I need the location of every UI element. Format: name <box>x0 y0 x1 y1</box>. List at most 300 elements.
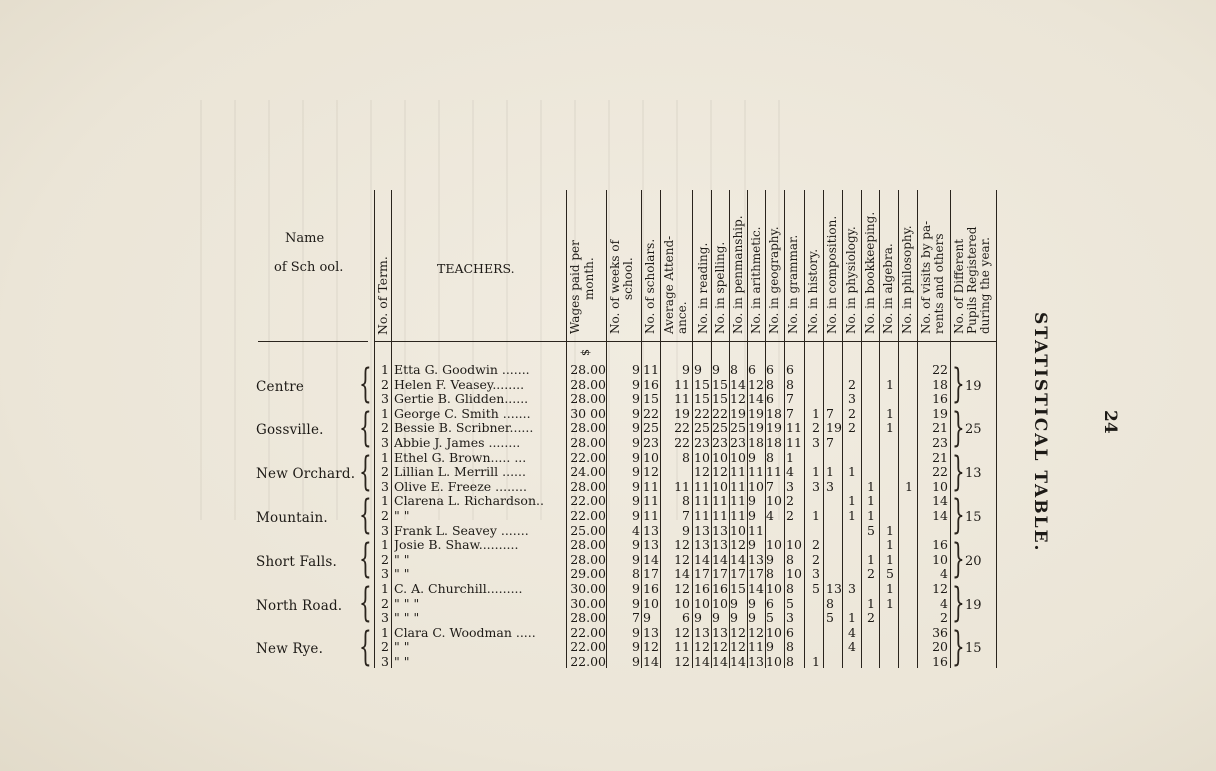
cell-comp <box>826 378 842 393</box>
cell-geo: 8 <box>766 376 774 392</box>
cell-scholars: 14 <box>643 551 659 567</box>
cell-gram: 2 <box>786 493 794 509</box>
cell-att: 10 <box>674 595 690 611</box>
cell-phil <box>905 509 917 524</box>
rule <box>391 190 392 668</box>
cell-alg: 1 <box>886 420 894 436</box>
cell-hist <box>812 378 824 393</box>
cell-pen: 11 <box>730 493 746 509</box>
cell-wages: 22.00 <box>570 508 606 523</box>
cell-pen: 10 <box>730 522 746 538</box>
cell-spelling: 16 <box>712 581 728 596</box>
cell-reading: 22 <box>694 405 710 421</box>
header-wages-2: month. <box>582 257 596 300</box>
left-brace: { <box>359 536 372 583</box>
cell-phys: 2 <box>848 405 856 421</box>
cell-reading: 13 <box>694 537 710 553</box>
cell-book <box>867 538 879 553</box>
cell-reading: 14 <box>694 551 710 567</box>
cell-wages: 30.00 <box>570 581 606 596</box>
left-brace: { <box>359 623 372 670</box>
cell-phys <box>848 538 860 553</box>
cell-hist <box>812 640 824 655</box>
school-total-registered: 19 <box>965 597 982 613</box>
rule <box>804 190 805 668</box>
cell-phil <box>905 451 917 466</box>
cell-att: 11 <box>674 391 690 407</box>
cell-term: 1 <box>381 537 389 553</box>
cell-arith: 19 <box>748 405 764 421</box>
cell-gram: 11 <box>786 435 802 450</box>
cell-weeks: 9 <box>632 449 640 465</box>
right-brace: } <box>952 361 965 407</box>
cell-alg <box>886 655 898 670</box>
header-registered-3: during the year. <box>978 237 992 334</box>
cell-phys <box>848 567 860 582</box>
cell-visits: 12 <box>932 581 948 596</box>
cell-pen: 17 <box>730 566 746 582</box>
cell-att: 11 <box>674 376 690 392</box>
cell-alg <box>886 465 898 480</box>
cell-arith: 13 <box>748 551 764 567</box>
teacher-name: Bessie B. Scribner...... <box>394 421 534 436</box>
cell-phys: 1 <box>848 610 856 626</box>
cell-arith: 17 <box>748 566 764 582</box>
cell-book <box>867 451 879 466</box>
cell-hist <box>812 597 824 612</box>
header-bookkeeping: No. in bookkeeping. <box>863 211 877 334</box>
cell-wages: 22.00 <box>570 654 606 669</box>
cell-phil <box>905 567 917 582</box>
header-term: No. of Term. <box>375 256 390 335</box>
rule <box>879 190 880 668</box>
cell-term: 3 <box>381 522 389 538</box>
header-school-line1: Name <box>285 231 325 246</box>
cell-gram: 8 <box>786 551 794 567</box>
cell-gram: 3 <box>786 478 794 494</box>
cell-spelling: 11 <box>712 493 728 509</box>
cell-book <box>867 465 879 480</box>
cell-arith: 9 <box>748 508 756 523</box>
cell-comp <box>826 509 842 524</box>
cell-gram: 8 <box>786 581 794 596</box>
cell-gram: 1 <box>786 449 794 465</box>
cell-reading: 9 <box>694 362 702 377</box>
header-school-rule <box>258 341 368 342</box>
cell-att: 11 <box>674 478 690 494</box>
cell-phil <box>905 538 917 553</box>
cell-phys <box>848 436 860 451</box>
cell-gram: 5 <box>786 595 794 611</box>
cell-geo: 6 <box>766 362 774 377</box>
cell-reading: 23 <box>694 435 710 450</box>
cell-att <box>672 465 690 480</box>
school-total-registered: 15 <box>965 510 982 525</box>
cell-term: 1 <box>381 405 389 421</box>
cell-arith: 11 <box>748 639 764 655</box>
cell-scholars: 11 <box>643 478 659 494</box>
cell-phil <box>905 597 917 612</box>
teacher-name: Clarena L. Richardson.. <box>394 494 544 509</box>
cell-weeks: 9 <box>632 420 640 436</box>
cell-book <box>867 378 879 393</box>
cell-alg <box>886 640 898 655</box>
cell-geo: 19 <box>766 420 782 436</box>
cell-hist: 5 <box>812 581 820 596</box>
cell-book: 2 <box>867 566 875 582</box>
cell-weeks: 9 <box>632 391 640 407</box>
cell-scholars: 25 <box>643 420 659 436</box>
cell-alg: 1 <box>886 537 894 553</box>
right-brace: } <box>952 536 965 583</box>
cell-phys: 3 <box>848 391 856 407</box>
cell-visits: 2 <box>940 610 948 626</box>
rule <box>842 190 843 668</box>
cell-arith: 9 <box>748 493 756 509</box>
cell-comp: 8 <box>826 595 834 611</box>
cell-scholars: 13 <box>643 537 659 553</box>
cell-spelling: 15 <box>712 391 728 407</box>
cell-gram: 11 <box>786 420 802 436</box>
cell-wages: 28.00 <box>570 362 606 377</box>
cell-att: 9 <box>682 362 690 377</box>
cell-hist: 3 <box>812 478 820 494</box>
cell-phys <box>848 553 860 568</box>
cell-pen: 11 <box>730 508 746 523</box>
cell-spelling: 15 <box>712 376 728 392</box>
cell-att: 12 <box>674 581 690 596</box>
cell-alg <box>886 436 898 451</box>
cell-visits: 14 <box>932 508 948 523</box>
cell-alg <box>886 451 898 466</box>
header-philosophy: No. in philosophy. <box>900 225 914 334</box>
cell-term: 2 <box>381 551 389 567</box>
cell-book: 5 <box>867 522 875 538</box>
cell-pen: 12 <box>730 639 746 655</box>
cell-comp <box>826 567 842 582</box>
school-total-registered: 25 <box>965 422 982 438</box>
school-name: New Rye. <box>256 641 324 658</box>
cell-wages: 28.00 <box>570 551 606 567</box>
cell-book <box>867 640 879 655</box>
header-registered-2: Pupils Registered <box>965 226 979 334</box>
header-history: No. in history. <box>806 248 820 334</box>
cell-geo: 7 <box>766 478 774 494</box>
rule <box>566 190 567 668</box>
rule <box>692 190 693 668</box>
cell-visits: 16 <box>932 537 948 553</box>
cell-geo <box>766 524 783 539</box>
cell-weeks: 9 <box>632 508 640 523</box>
cell-comp <box>826 494 842 509</box>
teacher-name: " " " <box>394 611 420 626</box>
rule <box>996 190 997 668</box>
cell-spelling: 10 <box>712 449 728 465</box>
cell-phys: 1 <box>848 508 856 523</box>
cell-comp <box>826 363 842 378</box>
cell-scholars: 16 <box>643 376 659 392</box>
cell-term: 1 <box>381 581 389 596</box>
right-brace: } <box>952 448 965 495</box>
cell-att: 12 <box>674 654 690 669</box>
cell-reading: 10 <box>694 595 710 611</box>
cell-hist: 2 <box>812 420 820 436</box>
cell-book: 1 <box>867 493 875 509</box>
cell-visits: 21 <box>932 420 948 436</box>
cell-arith: 14 <box>748 391 764 407</box>
cell-pen: 11 <box>730 464 746 480</box>
cell-wages: 22.00 <box>570 624 606 640</box>
cell-visits: 14 <box>932 493 948 509</box>
cell-scholars: 10 <box>643 449 659 465</box>
cell-pen: 11 <box>730 478 746 494</box>
cell-pen: 15 <box>730 581 746 596</box>
cell-gram: 6 <box>786 624 794 640</box>
cell-scholars: 11 <box>643 493 659 509</box>
cell-att: 12 <box>674 537 690 553</box>
header-scholars: No. of scholars. <box>643 238 657 334</box>
cell-phil <box>905 363 917 378</box>
cell-weeks: 9 <box>632 493 640 509</box>
cell-pen: 14 <box>730 654 746 669</box>
cell-term: 3 <box>381 391 389 407</box>
teacher-name: " " " <box>394 596 420 611</box>
cell-comp <box>826 655 842 670</box>
cell-gram: 10 <box>786 566 802 582</box>
teacher-name: " " <box>394 655 410 669</box>
teacher-name: " " <box>394 567 410 582</box>
cell-alg: 1 <box>886 376 894 392</box>
cell-term: 3 <box>381 478 389 494</box>
cell-gram: 4 <box>786 464 794 480</box>
cell-arith: 9 <box>748 537 756 553</box>
cell-hist <box>812 611 824 626</box>
cell-phil <box>905 465 917 480</box>
cell-att: 12 <box>674 551 690 567</box>
cell-phys: 4 <box>848 639 856 655</box>
header-registered-1: No. of Different <box>952 238 966 334</box>
rule <box>641 190 642 668</box>
cell-att: 22 <box>674 435 690 450</box>
cell-att: 9 <box>682 522 690 538</box>
cell-scholars: 17 <box>643 566 659 582</box>
cell-pen: 10 <box>730 449 746 465</box>
cell-comp: 7 <box>826 435 834 450</box>
cell-book: 1 <box>867 551 875 567</box>
left-brace: { <box>359 492 372 539</box>
cell-spelling: 10 <box>712 478 728 494</box>
cell-spelling: 22 <box>712 405 728 421</box>
cell-comp: 5 <box>826 610 834 626</box>
teacher-name: Olive E. Freeze ........ <box>394 479 527 494</box>
cell-scholars: 9 <box>643 610 651 626</box>
cell-reading: 9 <box>694 610 702 626</box>
cell-book <box>867 582 879 597</box>
page-number: 24 <box>1100 410 1120 434</box>
cell-gram: 8 <box>786 654 794 669</box>
cell-phil <box>905 582 917 597</box>
cell-alg: 1 <box>886 522 894 538</box>
cell-arith: 10 <box>748 478 764 494</box>
cell-visits: 36 <box>932 624 948 640</box>
header-algebra: No. in algebra. <box>881 243 895 334</box>
cell-arith: 6 <box>748 362 756 377</box>
right-brace: } <box>952 404 965 451</box>
cell-wages: 22.00 <box>570 493 606 509</box>
header-wages-1: Wages paid per <box>568 240 582 334</box>
cell-spelling: 11 <box>712 508 728 523</box>
right-brace: } <box>952 580 965 626</box>
cell-comp <box>826 538 842 553</box>
cell-hist <box>812 392 824 407</box>
cell-reading: 17 <box>694 566 710 582</box>
cell-pen: 8 <box>730 362 738 377</box>
cell-pen: 14 <box>730 551 746 567</box>
header-attendance-2: ance. <box>675 301 689 334</box>
cell-term: 1 <box>381 362 389 377</box>
cell-visits: 10 <box>932 478 948 494</box>
header-teachers: TEACHERS. <box>437 261 515 276</box>
cell-att: 7 <box>682 508 690 523</box>
cell-comp <box>826 626 842 641</box>
cell-book <box>867 655 879 670</box>
cell-weeks: 7 <box>632 610 640 626</box>
cell-geo: 10 <box>766 581 782 596</box>
cell-phil <box>905 626 917 641</box>
header-arithmetic: No. in arithmetic. <box>749 226 763 334</box>
cell-comp: 13 <box>826 581 842 596</box>
cell-scholars: 12 <box>643 464 659 480</box>
cell-comp <box>826 524 842 539</box>
cell-comp: 19 <box>826 420 842 436</box>
teacher-name: George C. Smith ....... <box>394 406 531 421</box>
cell-wages: 28.00 <box>570 610 606 626</box>
left-brace: { <box>359 448 372 495</box>
cell-phil <box>905 553 917 568</box>
rule <box>861 190 862 668</box>
rule <box>917 190 918 668</box>
cell-hist <box>812 363 824 378</box>
cell-weeks: 9 <box>632 435 640 450</box>
cell-term: 2 <box>381 508 389 523</box>
cell-scholars: 22 <box>643 405 659 421</box>
cell-phys <box>848 480 860 495</box>
cell-comp <box>826 451 842 466</box>
teacher-name: Etta G. Goodwin ....... <box>394 363 530 377</box>
cell-geo: 9 <box>766 639 774 655</box>
cell-phys: 1 <box>848 493 856 509</box>
cell-pen: 23 <box>730 435 746 450</box>
school-name: Mountain. <box>256 510 328 526</box>
cell-visits: 21 <box>932 449 948 465</box>
cell-gram <box>786 524 803 539</box>
cell-term: 2 <box>381 464 389 480</box>
cell-scholars: 14 <box>643 654 659 669</box>
currency-symbol: $ <box>579 349 592 356</box>
cell-wages: 30 00 <box>570 405 606 421</box>
cell-weeks: 9 <box>632 464 640 480</box>
cell-spelling: 17 <box>712 566 728 582</box>
cell-att: 12 <box>674 624 690 640</box>
cell-att: 8 <box>682 449 690 465</box>
cell-visits: 10 <box>932 551 948 567</box>
cell-alg <box>886 494 898 509</box>
cell-weeks: 9 <box>632 624 640 640</box>
cell-weeks: 9 <box>632 551 640 567</box>
school-total-registered: 15 <box>965 641 982 657</box>
right-brace: } <box>952 623 965 670</box>
cell-weeks: 9 <box>632 581 640 596</box>
rule <box>606 190 607 668</box>
cell-comp <box>826 640 842 655</box>
cell-term: 3 <box>381 654 389 669</box>
cell-phil <box>905 494 917 509</box>
cell-phil: 1 <box>905 478 913 494</box>
right-brace: } <box>952 492 965 539</box>
cell-pen: 12 <box>730 537 746 553</box>
cell-visits <box>922 524 948 539</box>
cell-book <box>867 436 879 451</box>
cell-weeks: 9 <box>632 362 640 377</box>
header-physiology: No. in physiology. <box>844 226 858 334</box>
header-reading: No. in reading. <box>696 242 710 334</box>
header-school-line2: of Sch ool. <box>274 260 344 275</box>
cell-reading: 12 <box>694 639 710 655</box>
cell-geo: 5 <box>766 610 774 626</box>
school-name: Short Falls. <box>256 553 337 570</box>
cell-gram: 8 <box>786 376 794 392</box>
cell-wages: 28.00 <box>570 435 606 450</box>
cell-phys: 1 <box>848 464 856 480</box>
cell-geo: 10 <box>766 493 782 509</box>
cell-geo: 6 <box>766 391 774 407</box>
school-name: Gossville. <box>256 422 324 439</box>
cell-scholars: 16 <box>643 581 659 596</box>
cell-comp <box>826 553 842 568</box>
cell-wages: 28.00 <box>570 420 606 436</box>
cell-weeks: 9 <box>632 639 640 655</box>
cell-pen: 9 <box>730 595 738 611</box>
cell-book <box>867 626 879 641</box>
teacher-name: Ethel G. Brown..... ... <box>394 450 527 465</box>
cell-weeks: 9 <box>632 654 640 669</box>
cell-weeks: 9 <box>632 537 640 553</box>
cell-phys: 4 <box>848 624 856 640</box>
cell-phil <box>905 611 917 626</box>
cell-visits: 16 <box>932 654 948 669</box>
cell-phil <box>905 640 917 655</box>
cell-term: 2 <box>381 595 389 611</box>
cell-weeks: 4 <box>632 522 640 538</box>
teacher-name: Clara C. Woodman ..... <box>394 625 536 640</box>
header-rule <box>374 341 996 342</box>
cell-geo: 11 <box>766 464 782 480</box>
cell-wages: 25.00 <box>570 522 606 538</box>
cell-visits: 16 <box>932 391 948 407</box>
cell-geo: 18 <box>766 405 782 421</box>
cell-term: 3 <box>381 435 389 450</box>
cell-phil <box>905 421 917 436</box>
cell-arith: 12 <box>748 376 764 392</box>
cell-geo: 18 <box>766 435 782 450</box>
cell-spelling: 13 <box>712 624 728 640</box>
cell-gram: 7 <box>786 391 794 407</box>
cell-alg: 1 <box>886 595 894 611</box>
cell-alg: 1 <box>886 581 894 596</box>
cell-term: 1 <box>381 493 389 509</box>
cell-term: 3 <box>381 610 389 626</box>
header-weeks-2: school. <box>621 257 635 300</box>
